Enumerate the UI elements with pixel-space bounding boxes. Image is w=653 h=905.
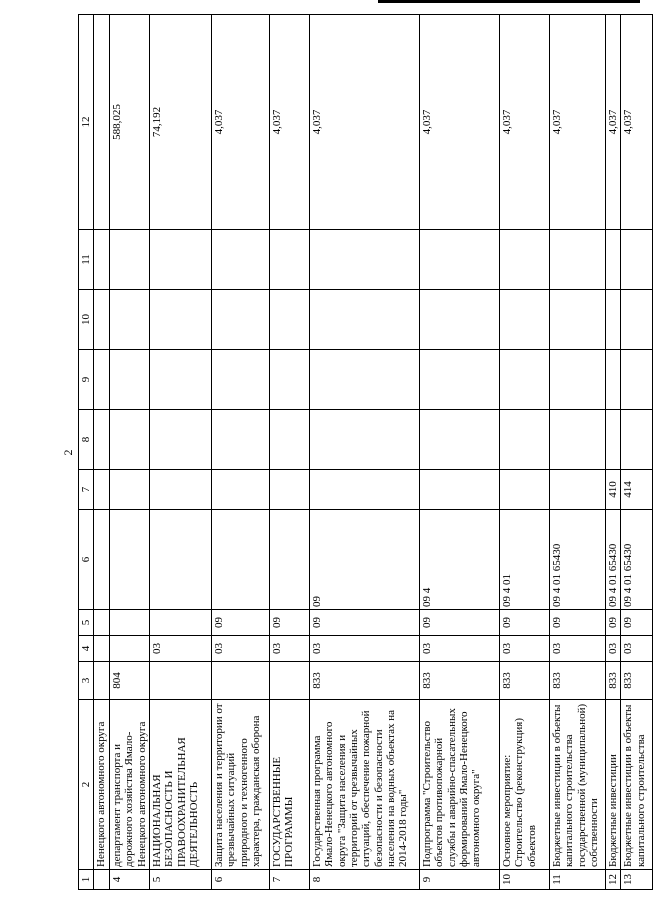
cell-c5 — [110, 610, 150, 636]
cell-c4: 03 — [500, 636, 550, 662]
cell-c3 — [270, 662, 310, 700]
top-edge-line — [378, 0, 640, 3]
cell-c2: Основное мероприятие: Строительство (реконструкция) объектов — [500, 700, 550, 870]
cell-c1: 9 — [420, 870, 500, 890]
cell-c1: 13 — [621, 870, 653, 890]
cell-c12: 4,037 — [310, 15, 420, 230]
cell-c6: 09 4 01 65430 — [606, 510, 621, 610]
cell-c8 — [500, 410, 550, 470]
cell-c8 — [310, 410, 420, 470]
cell-c9 — [110, 350, 150, 410]
cell-c10 — [550, 290, 606, 350]
cell-c9 — [550, 350, 606, 410]
cell-c5: 09 — [606, 610, 621, 636]
table-body — [79, 15, 653, 890]
cell-c11 — [606, 230, 621, 290]
cell-c12: 4,037 — [500, 15, 550, 230]
cell-c12: 4,037 — [606, 15, 621, 230]
cell-c4 — [110, 636, 150, 662]
cell-c4: 03 — [550, 636, 606, 662]
cell-c7 — [500, 470, 550, 510]
cell-c9 — [500, 350, 550, 410]
cell-c9 — [310, 350, 420, 410]
cell-c3 — [212, 662, 270, 700]
cell-c10 — [500, 290, 550, 350]
header-cell: 3 — [79, 662, 94, 700]
budget-table — [78, 14, 653, 890]
cell-c1: 7 — [270, 870, 310, 890]
cell-c9 — [420, 350, 500, 410]
cell-c6 — [110, 510, 150, 610]
cell-c9 — [94, 350, 110, 410]
cell-c10 — [270, 290, 310, 350]
table-row — [621, 15, 653, 890]
cell-c7 — [270, 470, 310, 510]
cell-c7 — [420, 470, 500, 510]
cell-c11 — [621, 230, 653, 290]
cell-c10 — [212, 290, 270, 350]
table-row — [150, 15, 212, 890]
cell-c1: 10 — [500, 870, 550, 890]
header-row — [79, 15, 94, 890]
table-row — [310, 15, 420, 890]
table-row — [606, 15, 621, 890]
cell-c11 — [94, 230, 110, 290]
cell-c4: 03 — [212, 636, 270, 662]
cell-c11 — [110, 230, 150, 290]
cell-c10 — [310, 290, 420, 350]
cell-c8 — [212, 410, 270, 470]
rotated-page — [60, 15, 647, 890]
cell-c2: Подпрограмма "Строительство объектов противопожарной службы и аварийно-спасательных формирований Ямало-Ненецкого автономного округа" — [420, 700, 500, 870]
cell-c2: Бюджетные инвестиции в объекты капитального строительства — [621, 700, 653, 870]
cell-c6: 09 4 — [420, 510, 500, 610]
cell-c8 — [420, 410, 500, 470]
cell-c10 — [150, 290, 212, 350]
cell-c1: 4 — [110, 870, 150, 890]
cell-c4: 03 — [420, 636, 500, 662]
cell-c10 — [110, 290, 150, 350]
cell-c1: 6 — [212, 870, 270, 890]
cell-c7: 410 — [606, 470, 621, 510]
cell-c12: 4,037 — [550, 15, 606, 230]
cell-c10 — [621, 290, 653, 350]
cell-c9 — [270, 350, 310, 410]
cell-c3: 833 — [621, 662, 653, 700]
header-cell: 5 — [79, 610, 94, 636]
cell-c11 — [420, 230, 500, 290]
cell-c11 — [270, 230, 310, 290]
cell-c5: 09 — [270, 610, 310, 636]
cell-c9 — [212, 350, 270, 410]
header-cell: 7 — [79, 470, 94, 510]
cell-c12: 4,037 — [621, 15, 653, 230]
cell-c2: Бюджетные инвестиции в объекты капитального строительства государственной (муниципальной) собственности — [550, 700, 606, 870]
cell-c2: департамент транспорта и дорожного хозяйства Ямало-Ненецкого автономного округа — [110, 700, 150, 870]
cell-c8 — [270, 410, 310, 470]
cell-c6: 09 4 01 — [500, 510, 550, 610]
cell-c6: 09 4 01 65430 — [621, 510, 653, 610]
cell-c4: 03 — [270, 636, 310, 662]
header-cell: 10 — [79, 290, 94, 350]
cell-c10 — [606, 290, 621, 350]
cell-c11 — [500, 230, 550, 290]
table-row — [420, 15, 500, 890]
table-row — [212, 15, 270, 890]
cell-c5: 09 — [420, 610, 500, 636]
table-row — [94, 15, 110, 890]
cell-c1: 8 — [310, 870, 420, 890]
cell-c5 — [150, 610, 212, 636]
cell-c5: 09 — [500, 610, 550, 636]
cell-c2: Ненецкого автономного округа — [94, 700, 110, 870]
cell-c7 — [150, 470, 212, 510]
cell-c3 — [94, 662, 110, 700]
cell-c3: 804 — [110, 662, 150, 700]
cell-c11 — [310, 230, 420, 290]
cell-c4: 03 — [606, 636, 621, 662]
cell-c8 — [150, 410, 212, 470]
table-row — [500, 15, 550, 890]
cell-c6: 09 4 01 65430 — [550, 510, 606, 610]
cell-c4 — [94, 636, 110, 662]
header-cell: 6 — [79, 510, 94, 610]
cell-c12: 4,037 — [420, 15, 500, 230]
cell-c8 — [550, 410, 606, 470]
cell-c5: 09 — [621, 610, 653, 636]
cell-c8 — [110, 410, 150, 470]
cell-c3: 833 — [550, 662, 606, 700]
cell-c6: 09 — [310, 510, 420, 610]
header-cell: 4 — [79, 636, 94, 662]
cell-c5: 09 — [550, 610, 606, 636]
cell-c10 — [420, 290, 500, 350]
page-number: 2 — [61, 449, 75, 456]
cell-c4: 03 — [310, 636, 420, 662]
cell-c2: НАЦИОНАЛЬНАЯ БЕЗОПАСНОСТЬ И ПРАВООХРАНИТЕЛЬНАЯ ДЕЯТЕЛЬНОСТЬ — [150, 700, 212, 870]
cell-c7: 414 — [621, 470, 653, 510]
cell-c8 — [94, 410, 110, 470]
cell-c7 — [94, 470, 110, 510]
header-cell: 11 — [79, 230, 94, 290]
cell-c1: 11 — [550, 870, 606, 890]
cell-c12: 588,025 — [110, 15, 150, 230]
cell-c7 — [550, 470, 606, 510]
cell-c2: Бюджетные инвестиции — [606, 700, 621, 870]
cell-c3: 833 — [420, 662, 500, 700]
cell-c12: 4,037 — [270, 15, 310, 230]
cell-c4: 03 — [150, 636, 212, 662]
cell-c5: 09 — [212, 610, 270, 636]
cell-c11 — [212, 230, 270, 290]
table-row — [550, 15, 606, 890]
cell-c7 — [310, 470, 420, 510]
cell-c3: 833 — [606, 662, 621, 700]
cell-c1: 5 — [150, 870, 212, 890]
cell-c6 — [270, 510, 310, 610]
table-row — [110, 15, 150, 890]
cell-c6 — [212, 510, 270, 610]
cell-c5: 09 — [310, 610, 420, 636]
cell-c10 — [94, 290, 110, 350]
cell-c11 — [550, 230, 606, 290]
cell-c9 — [606, 350, 621, 410]
cell-c8 — [621, 410, 653, 470]
cell-c3: 833 — [500, 662, 550, 700]
header-cell: 8 — [79, 410, 94, 470]
cell-c3 — [150, 662, 212, 700]
header-cell: 2 — [79, 700, 94, 870]
cell-c12: 4,037 — [212, 15, 270, 230]
cell-c7 — [110, 470, 150, 510]
cell-c3: 833 — [310, 662, 420, 700]
cell-c5 — [94, 610, 110, 636]
cell-c1: 12 — [606, 870, 621, 890]
cell-c9 — [621, 350, 653, 410]
cell-c2: Государственная программа Ямало-Ненецкого автономного округа "Защита населения и территорий от чрезвычайных ситуаций, обеспечение пожарной безопасности и безопасности населения на водных объектах на 2014-2018 годы" — [310, 700, 420, 870]
header-cell: 12 — [79, 15, 94, 230]
table-row — [270, 15, 310, 890]
cell-c12 — [94, 15, 110, 230]
cell-c4: 03 — [621, 636, 653, 662]
cell-c2: Защита населения и территории от чрезвычайных ситуаций природного и техногенного характера, гражданская оборона — [212, 700, 270, 870]
cell-c11 — [150, 230, 212, 290]
cell-c9 — [150, 350, 212, 410]
cell-c2: ГОСУДАРСТВЕННЫЕ ПРОГРАММЫ — [270, 700, 310, 870]
header-cell: 9 — [79, 350, 94, 410]
cell-c1 — [94, 870, 110, 890]
cell-c8 — [606, 410, 621, 470]
header-cell: 1 — [79, 870, 94, 890]
cell-c6 — [94, 510, 110, 610]
cell-c6 — [150, 510, 212, 610]
cell-c7 — [212, 470, 270, 510]
cell-c12: 74,192 — [150, 15, 212, 230]
